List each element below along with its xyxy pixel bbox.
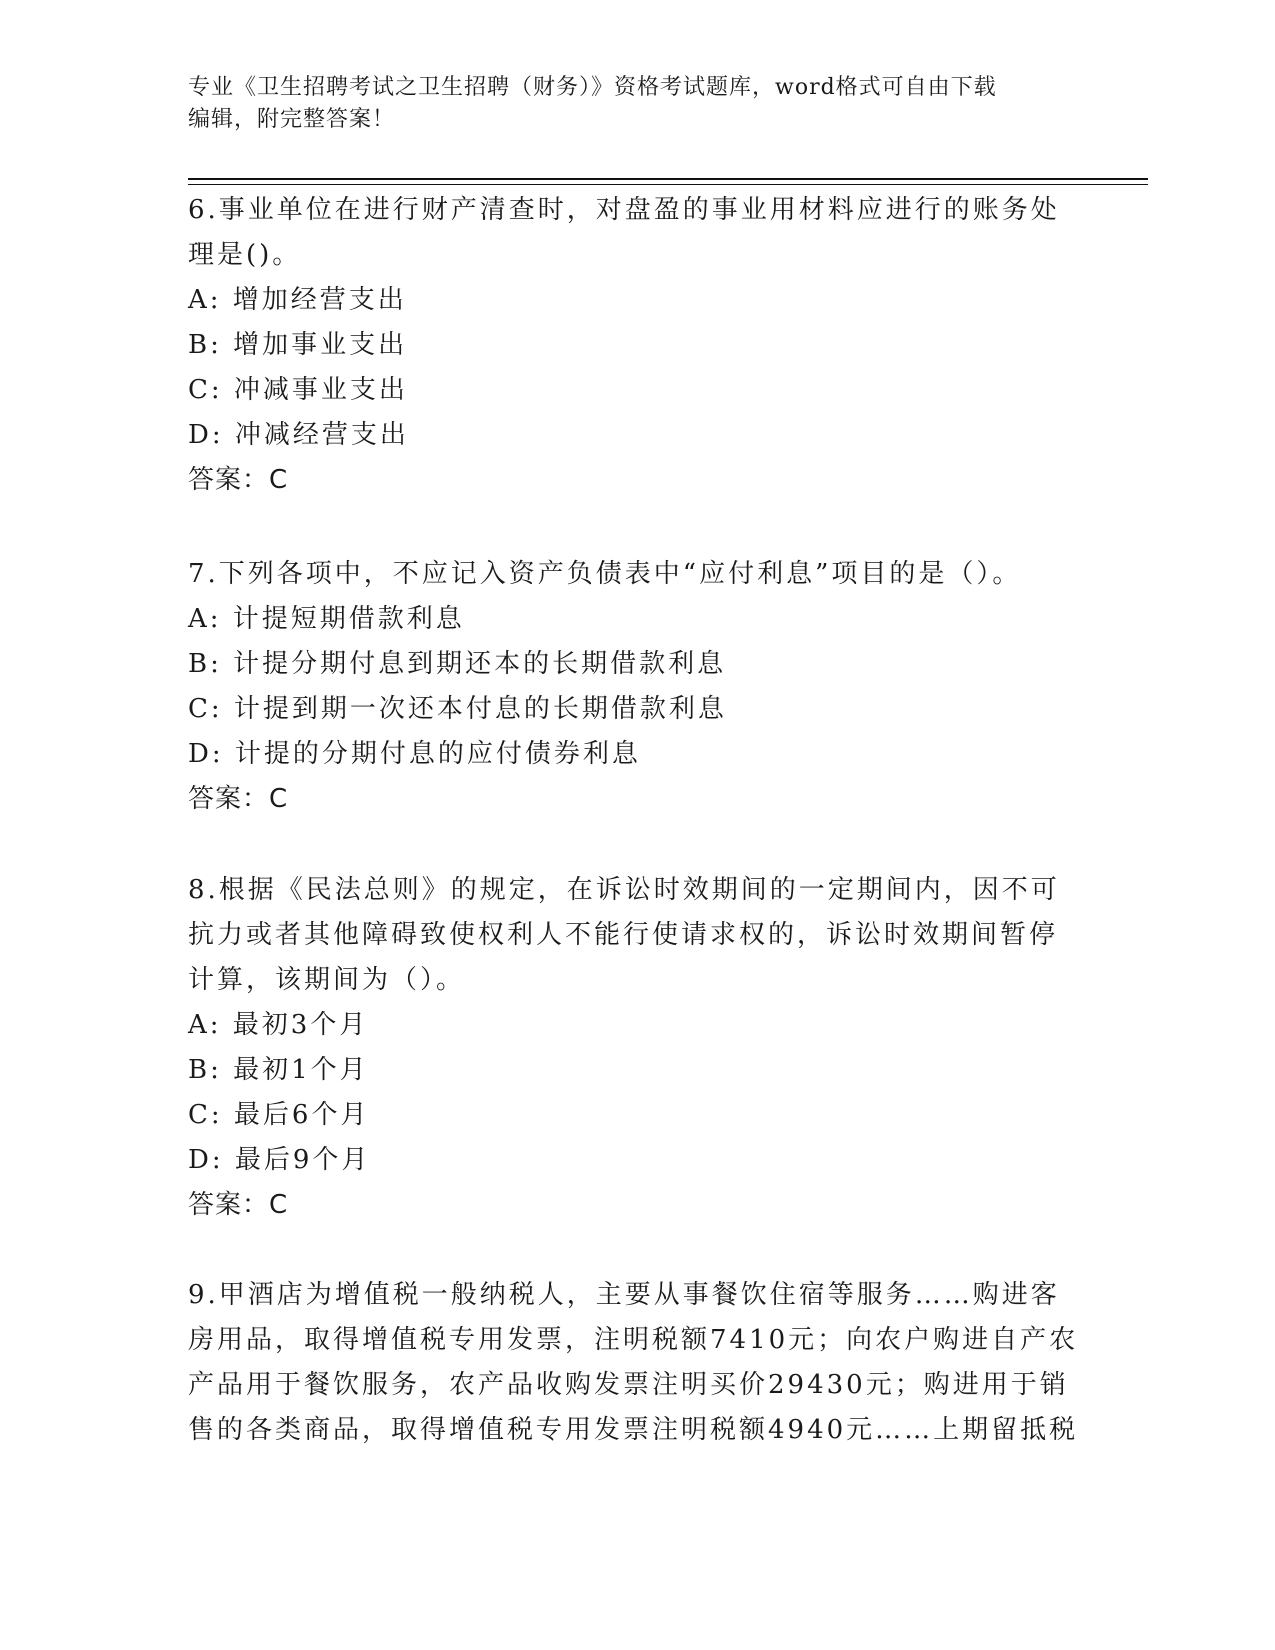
question-6 — [188, 188, 1088, 503]
question-9 — [188, 1273, 1088, 1453]
option-d: D: 冲减经营支出 — [188, 420, 409, 450]
question-stem-line: 产品用于餐饮服务，农产品收购发票注明买价29430元；购进用于销 — [188, 1370, 1069, 1400]
question-stem-line: 计算，该期间为（）。 — [188, 965, 466, 995]
option-d: D: 计提的分期付息的应付债券利息 — [188, 739, 641, 769]
option-b: B: 增加事业支出 — [188, 330, 408, 360]
document-header — [188, 72, 1088, 136]
header-line-1: 专业《卫生招聘考试之卫生招聘（财务）》资格考试题库，word格式可自由下载 — [188, 75, 997, 100]
option-a: A: 计提短期借款利息 — [188, 604, 465, 634]
option-c: C: 最后6个月 — [188, 1100, 370, 1130]
answer-label: 答案：C — [188, 1190, 289, 1220]
question-stem-line: 6.事业单位在进行财产清查时，对盘盈的事业用材料应进行的账务处 — [188, 195, 1060, 225]
option-b: B: 计提分期付息到期还本的长期借款利息 — [188, 649, 727, 679]
header-divider-thick — [188, 178, 1148, 180]
question-stem-line: 8.根据《民法总则》的规定，在诉讼时效期间的一定期间内，因不可 — [188, 875, 1060, 905]
header-divider-thin — [188, 184, 1148, 185]
answer-label: 答案：C — [188, 465, 289, 495]
question-stem-line: 房用品，取得增值税专用发票，注明税额7410元；向农户购进自产农 — [188, 1325, 1079, 1355]
question-stem-line: 9.甲酒店为增值税一般纳税人，主要从事餐饮住宿等服务……购进客 — [188, 1280, 1060, 1310]
question-7 — [188, 552, 1088, 822]
option-c: C: 计提到期一次还本付息的长期借款利息 — [188, 694, 727, 724]
option-b: B: 最初1个月 — [188, 1055, 369, 1085]
question-8 — [188, 868, 1088, 1228]
header-line-2: 编辑，附完整答案！ — [188, 107, 396, 132]
question-stem-line: 售的各类商品，取得增值税专用发票注明税额4940元……上期留抵税 — [188, 1415, 1079, 1445]
option-c: C: 冲减事业支出 — [188, 375, 408, 405]
question-stem-line: 抗力或者其他障碍致使权利人不能行使请求权的，诉讼时效期间暂停 — [188, 920, 1059, 950]
option-d: D: 最后9个月 — [188, 1145, 371, 1175]
option-a: A: 最初3个月 — [188, 1010, 369, 1040]
answer-label: 答案：C — [188, 784, 289, 814]
question-stem-line: 理是()。 — [188, 240, 302, 270]
option-a: A: 增加经营支出 — [188, 285, 407, 315]
question-stem-line: 7.下列各项中，不应记入资产负债表中“应付利息”项目的是（）。 — [188, 559, 1022, 589]
